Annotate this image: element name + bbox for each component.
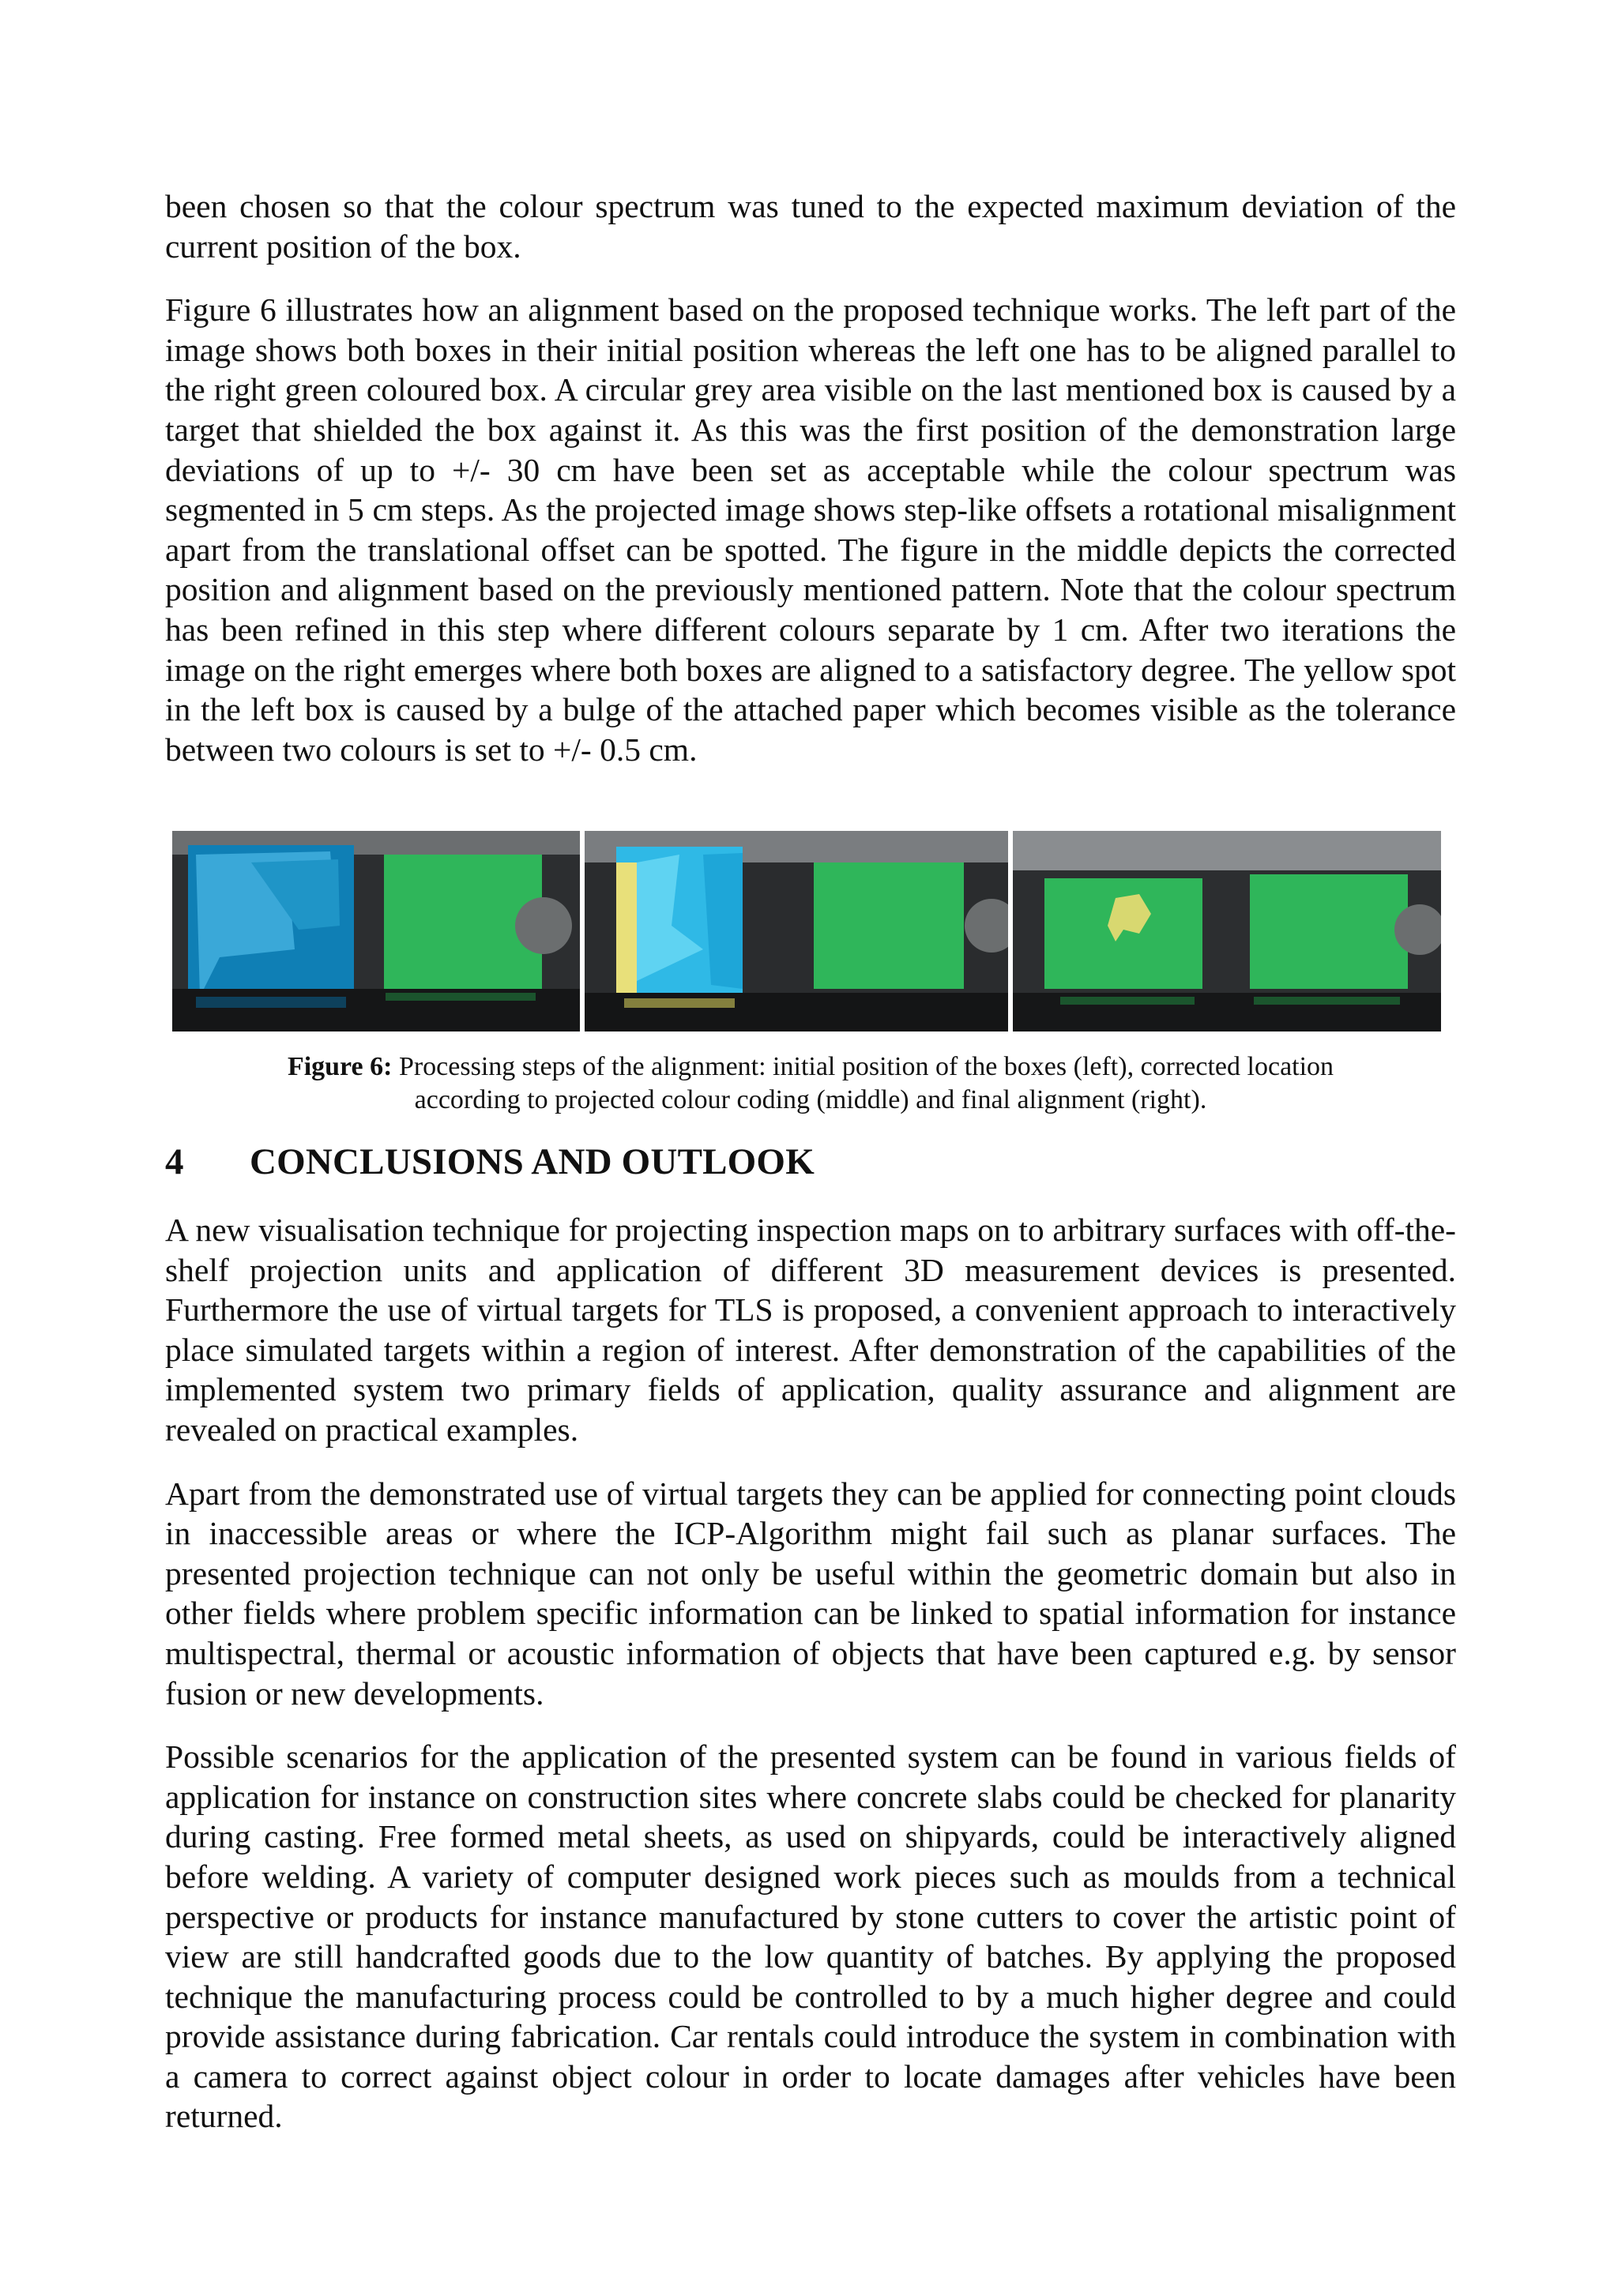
- bottom-text-block: [165, 1210, 1456, 2136]
- figure-image-right: [1013, 831, 1441, 1032]
- photo-initial-position: [172, 831, 580, 1032]
- section-title: CONCLUSIONS AND OUTLOOK: [250, 1141, 815, 1182]
- caption-line-1: [165, 1050, 1456, 1084]
- figure-caption: [165, 1050, 1456, 1117]
- top-text-block: [165, 186, 1456, 769]
- photo-corrected-location: [585, 831, 1008, 1032]
- figure-6-images: [172, 831, 1446, 1032]
- section-number: 4: [165, 1141, 184, 1182]
- figure-label: Figure 6:: [287, 1052, 393, 1081]
- caption-text-1: Processing steps of the alignment: initial position of the boxes (left), corrected location: [398, 1052, 1334, 1081]
- paragraph-conclusions-2: Apart from the demonstrated use of virtual targets they can be applied for connecting point clouds in inaccessible areas or where the ICP-Algorithm might fail such as planar surfaces. The presented projection technique can not only be useful within the geometric domain but also in other fields where problem specific information can be linked to spatial information for instance multispectral, thermal or acoustic information of objects that have been captured e.g. by sensor fusion or new developments.: [165, 1475, 1456, 1712]
- caption-line-2: according to projected colour coding (middle) and final alignment (right).: [414, 1085, 1207, 1114]
- photo-final-alignment: [1013, 831, 1441, 1032]
- section-heading: [165, 1140, 815, 1184]
- paragraph-conclusions-1: A new visualisation technique for projecting inspection maps on to arbitrary surfaces with off-the-shelf projection units and application of different 3D measurement devices is presented. Furthermore the use of virtual targets for TLS is proposed, a convenient approach to interactively place simulated targets within a region of interest. After demonstration of the capabilities of the implemented system two primary fields of application, quality assurance and alignment are revealed on practical examples.: [165, 1212, 1456, 1448]
- paragraph-continuation: been chosen so that the colour spectrum was tuned to the expected maximum deviation of the current position of the box.: [165, 188, 1456, 265]
- paragraph-conclusions-3: Possible scenarios for the application of the presented system can be found in various fields of application for instance on construction sites where concrete slabs could be checked for planarity during casting. Free formed metal sheets, as used on shipyards, could be interactively aligned before welding. A variety of computer designed work pieces such as moulds from a technical perspective or products for instance manufactured by stone cutters to cover the artistic point of view are still handcrafted goods due to the low quantity of batches. By applying the proposed technique the manufacturing process could be controlled to by a much higher degree and could provide assistance during fabrication. Car rentals could introduce the system in combination with a camera to correct against object colour in order to locate damages after vehicles have been returned.: [165, 1738, 1456, 2135]
- paragraph-figure-description: Figure 6 illustrates how an alignment based on the proposed technique works. The left part of the image shows both boxes in their initial position whereas the left one has to be aligned parallel to the right green coloured box. A circular grey area visible on the last mentioned box is caused by a target that shielded the box against it. As this was the first position of the demonstration large deviations of up to +/- 30 cm have been set as acceptable while the colour spectrum was segmented in 5 cm steps. As the projected image shows step-like offsets a rotational misalignment apart from the translational offset can be spotted. The figure in the middle depicts the corrected position and alignment based on the previously mentioned pattern. Note that the colour spectrum has been refined in this step where different colours separate by 1 cm. After two iterations the image on the right emerges where both boxes are aligned to a satisfactory degree. The yellow spot in the left box is caused by a bulge of the attached paper which becomes visible as the tolerance between two colours is set to +/- 0.5 cm.: [165, 291, 1456, 768]
- figure-image-middle: [585, 831, 1008, 1032]
- figure-image-left: [172, 831, 580, 1032]
